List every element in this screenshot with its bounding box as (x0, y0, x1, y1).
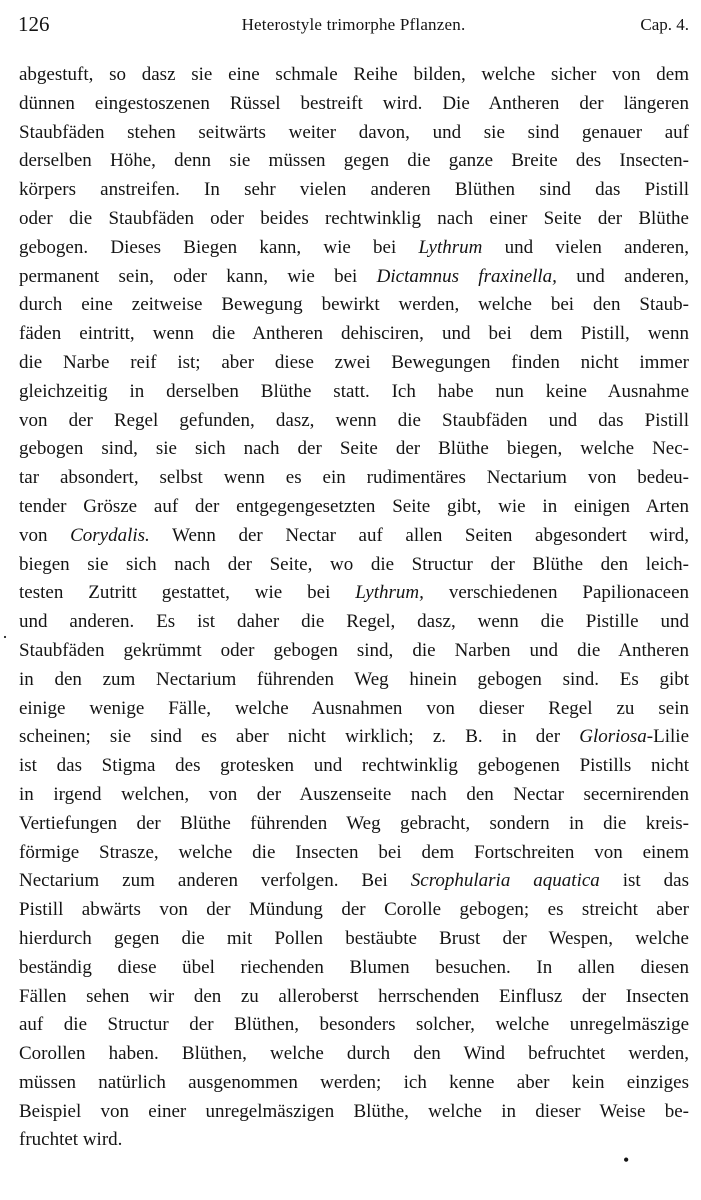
text-segment: beständig diese übel riechenden Blumen besuchen. In allen diesen (19, 956, 689, 978)
text-line (19, 666, 689, 695)
text-line (19, 810, 689, 839)
margin-mark: · (2, 627, 8, 647)
text-segment: und vielen anderen, (482, 236, 689, 258)
italic-term: Lythrum, (355, 582, 424, 604)
text-line (19, 407, 689, 436)
text-segment: testen Zutritt gestattet, wie bei (19, 582, 356, 604)
italic-term: Scrophularia aquatica (410, 870, 600, 892)
text-segment: Staubfäden stehen seitwärts weiter davon, und sie sind genauer auf (19, 121, 689, 143)
text-line (19, 263, 689, 292)
text-segment: von (19, 524, 71, 546)
italic-term: Dictamnus fraxinella, (376, 265, 557, 287)
text-line (19, 781, 689, 810)
italic-term: Corydalis. (70, 524, 150, 546)
text-line (19, 493, 689, 522)
text-line (19, 378, 689, 407)
text-line (19, 435, 689, 464)
text-segment: durch eine zeitweise Bewegung bewirkt werden, welche bei den Staub- (19, 294, 689, 316)
text-line (19, 925, 689, 954)
text-line (19, 176, 689, 205)
text-segment: und anderen. Es ist daher die Regel, dasz, wenn die Pistille und (19, 611, 689, 633)
text-segment: in irgend welchen, von der Auszenseite nach den Nectar secernirenden (19, 783, 689, 805)
text-line (19, 723, 689, 752)
text-segment: müssen natürlich ausgenommen werden; ich kenne aber kein einziges (19, 1071, 689, 1093)
italic-term: Lythrum (418, 236, 483, 258)
text-segment: Beispiel von einer unregelmäszigen Blüthe, welche in dieser Weise be- (19, 1100, 689, 1122)
text-segment: -Lilie (646, 726, 689, 748)
text-line (19, 147, 689, 176)
text-line (19, 695, 689, 724)
text-segment: förmige Strasze, welche die Insecten bei dem Fortschreiten von einem (19, 841, 689, 863)
text-line (19, 119, 689, 148)
text-segment: in den zum Nectarium führenden Weg hinein gebogen sind. Es gibt (19, 668, 689, 690)
text-segment: Vertiefungen der Blüthe führenden Weg gebracht, sondern in die kreis- (19, 812, 689, 834)
text-segment: fruchtet wird. (19, 1129, 123, 1151)
text-segment: oder die Staubfäden oder beides rechtwinklig nach einer Seite der Blüthe (19, 207, 689, 229)
page-number: 126 (18, 12, 50, 36)
text-segment: fäden eintritt, wenn die Antheren dehisciren, und bei dem Pistill, wenn (19, 323, 689, 345)
text-segment: dünnen eingestoszenen Rüssel bestreift wird. Die Antheren der längeren (19, 92, 689, 114)
text-line (19, 867, 689, 896)
text-segment: einige wenige Fälle, welche Ausnahmen von dieser Regel zu sein (19, 697, 689, 719)
text-line (19, 752, 689, 781)
page-header (18, 12, 689, 38)
text-line (19, 291, 689, 320)
text-segment: und anderen, (556, 265, 689, 287)
text-segment: hierdurch gegen die mit Pollen bestäubte Brust der Wespen, welche (19, 927, 689, 949)
text-line (19, 1040, 689, 1069)
text-segment: scheinen; sie sind es aber nicht wirklich; z. B. in der (19, 726, 580, 748)
text-segment: auf die Structur der Blüthen, besonders solcher, welche unregelmäszige (19, 1014, 689, 1036)
text-line (19, 61, 689, 90)
text-line (19, 522, 689, 551)
text-line (19, 320, 689, 349)
text-segment: permanent sein, oder kann, wie bei (19, 265, 377, 287)
text-segment: die Narbe reif ist; aber diese zwei Bewegungen finden nicht immer (19, 351, 689, 373)
text-segment: tar absondert, selbst wenn es ein rudimentäres Nectarium von bedeu- (19, 467, 689, 489)
text-line (19, 234, 689, 263)
text-line (19, 90, 689, 119)
text-segment: Pistill abwärts von der Mündung der Corolle gebogen; es streicht aber (19, 899, 689, 921)
text-segment: biegen sie sich nach der Seite, wo die Structur der Blüthe den leich- (19, 553, 689, 575)
text-segment: gleichzeitig in derselben Blüthe statt. Ich habe nun keine Ausnahme (19, 380, 689, 402)
text-line (19, 1011, 689, 1040)
text-line (19, 637, 689, 666)
text-line (19, 954, 689, 983)
text-segment: verschiedenen Papilionaceen (423, 582, 689, 604)
text-segment: tender Grösze auf der entgegengesetzten Seite gibt, wie in einigen Arten (19, 495, 689, 517)
text-segment: Staubfäden gekrümmt oder gebogen sind, die Narben und die Antheren (19, 639, 689, 661)
text-line (19, 983, 689, 1012)
text-segment: körpers anstreifen. In sehr vielen anderen Blüthen sind das Pistill (19, 179, 689, 201)
text-segment: Fällen sehen wir den zu alleroberst herrschenden Einflusz der Insecten (19, 985, 689, 1007)
body-text (19, 61, 689, 1155)
text-line (19, 349, 689, 378)
text-segment: gebogen sind, sie sich nach der Seite der Blüthe biegen, welche Nec- (19, 438, 689, 460)
text-line (19, 1126, 689, 1155)
text-line (19, 464, 689, 493)
text-segment: gebogen. Dieses Biegen kann, wie bei (19, 236, 419, 258)
text-line (19, 1069, 689, 1098)
text-segment: ist das Stigma des grotesken und rechtwinklig gebogenen Pistills nicht (19, 755, 689, 777)
text-line (19, 579, 689, 608)
text-line (19, 839, 689, 868)
text-segment: von der Regel gefunden, dasz, wenn die Staubfäden und das Pistill (19, 409, 689, 431)
running-title: Heterostyle trimorphe Pflanzen. (241, 15, 466, 34)
text-line (19, 896, 689, 925)
text-segment: ist das (599, 870, 689, 892)
text-segment: Wenn der Nectar auf allen Seiten abgesondert wird, (149, 524, 689, 546)
end-mark: • (623, 1150, 630, 1170)
chapter-label: Cap. 4. (640, 15, 689, 34)
italic-term: Gloriosa (579, 726, 647, 748)
text-segment: derselben Höhe, denn sie müssen gegen die ganze Breite des Insecten- (19, 150, 689, 172)
text-segment: Corollen haben. Blüthen, welche durch den Wind befruchtet werden, (19, 1043, 689, 1065)
text-line (19, 608, 689, 637)
text-line (19, 1098, 689, 1127)
text-segment: abgestuft, so dasz sie eine schmale Reihe bilden, welche sicher von dem (19, 64, 689, 85)
text-line (19, 205, 689, 234)
text-line (19, 551, 689, 580)
text-segment: Nectarium zum anderen verfolgen. Bei (19, 870, 411, 892)
